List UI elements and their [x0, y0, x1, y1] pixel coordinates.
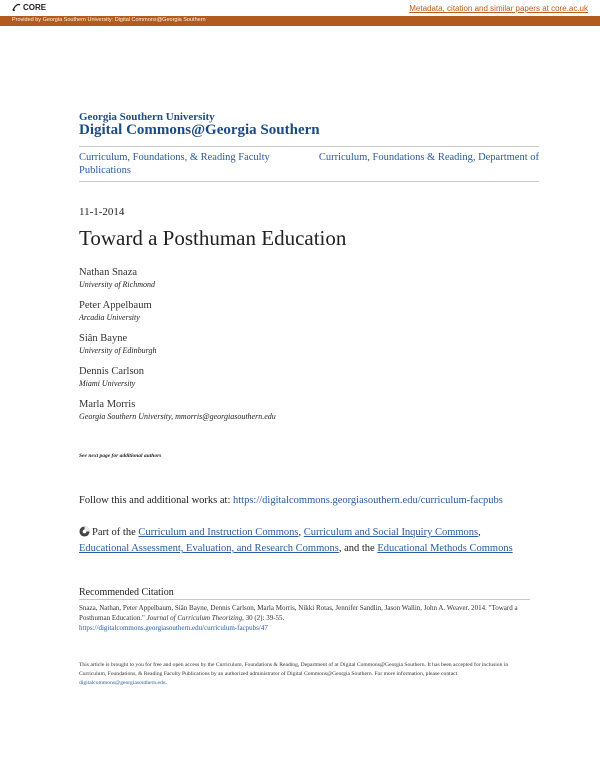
provided-by-bar [0, 16, 600, 26]
author-name: Dennis Carlson [79, 366, 145, 377]
core-label: CORE [23, 3, 47, 12]
author-entry [79, 365, 276, 389]
core-topbar [0, 0, 600, 16]
author-affiliation: Arcadia University [79, 313, 140, 322]
commons-link[interactable]: Curriculum and Social Inquiry Commons [303, 527, 479, 538]
author-affiliation: University of Richmond [79, 280, 155, 289]
citation-journal: Journal of Curriculum Theorizing [146, 614, 243, 622]
author-affiliation: Georgia Southern University, mmorris@georgiasouthern.edu [79, 412, 276, 421]
repository-name[interactable]: Digital Commons@Georgia Southern [79, 122, 320, 138]
commons-separator: , [478, 527, 481, 538]
author-entry [79, 332, 276, 356]
citation-plain: Snaza, Nathan, Peter Appelbaum, Siân Bayne, Dennis Carlson, Marla Morris, Nikki Rotas, Jennifer Sandlin, Jason Wallin, John A. Weaver. 2014. "Toward a Posthuman Education." [79, 604, 518, 622]
citation-divider [79, 599, 530, 600]
collection-divider [79, 181, 539, 182]
author-name: Peter Appelbaum [79, 300, 152, 311]
core-logo[interactable] [12, 3, 46, 12]
publication-date: 11-1-2014 [79, 206, 125, 218]
access-statement [79, 661, 529, 688]
citation-text [79, 603, 519, 633]
follow-line [79, 494, 519, 508]
commons-link[interactable]: Educational Methods Commons [377, 543, 513, 554]
access-statement-end: . [165, 680, 168, 686]
collection-url-link[interactable]: https://digitalcommons.georgiasouthern.edu/curriculum-facpubs [233, 495, 503, 506]
commons-separator: , [298, 527, 304, 538]
collection-link-right[interactable]: Curriculum, Foundations & Reading, Department of [318, 152, 539, 163]
commons-separator: , and the [338, 543, 378, 554]
access-statement-text: This article is brought to you for free and open access by the Curriculum, Foundations & Reading, Department of at Digital Commons@Georgia Southern. It has been accepted for inclusion in Curriculum, Foundations, & Reading Faculty Publications by an authorized administrator of Digital Commons@Georgia Southern. For more information, please contact [79, 662, 509, 677]
citation-volume: , 30 (2): 39-55. [242, 614, 285, 622]
author-entry [79, 398, 276, 422]
part-of-prefix: Part of the [92, 527, 139, 538]
collection-link-left[interactable]: Curriculum, Foundations, & Reading Faculty Publications [79, 152, 270, 176]
core-logo-icon [12, 3, 21, 12]
paper-title: Toward a Posthuman Education [79, 226, 347, 250]
author-name: Marla Morris [79, 399, 136, 410]
author-affiliation: Miami University [79, 379, 136, 388]
author-list [79, 266, 276, 431]
header-divider [79, 146, 539, 147]
recommended-citation-heading: Recommended Citation [79, 587, 174, 598]
author-affiliation: University of Edinburgh [79, 346, 157, 355]
commons-link[interactable]: Curriculum and Instruction Commons [138, 527, 299, 538]
author-name: Siân Bayne [79, 333, 128, 344]
contact-email-link[interactable]: digitalcommons@georgiasouthern.edu [79, 680, 166, 686]
part-of-line [79, 526, 519, 556]
citation-url-link[interactable]: https://digitalcommons.georgiasouthern.edu/curriculum-facpubs/47 [79, 624, 268, 632]
provided-by-text: Provided by Georgia Southern University: Digital Commons@Georgia Southern [12, 17, 206, 23]
author-name: Nathan Snaza [79, 267, 138, 278]
author-entry [79, 266, 276, 290]
commons-link[interactable]: Educational Assessment, Evaluation, and Research Commons [79, 543, 339, 554]
follow-prefix: Follow this and additional works at: [79, 495, 233, 506]
author-entry [79, 299, 276, 323]
institution-name[interactable]: Georgia Southern University [79, 111, 215, 123]
see-next-page-note: See next page for additional authors [79, 453, 162, 459]
bepress-network-icon [79, 526, 90, 542]
core-metadata-link[interactable]: Metadata, citation and similar papers at core.ac.uk [409, 4, 588, 13]
